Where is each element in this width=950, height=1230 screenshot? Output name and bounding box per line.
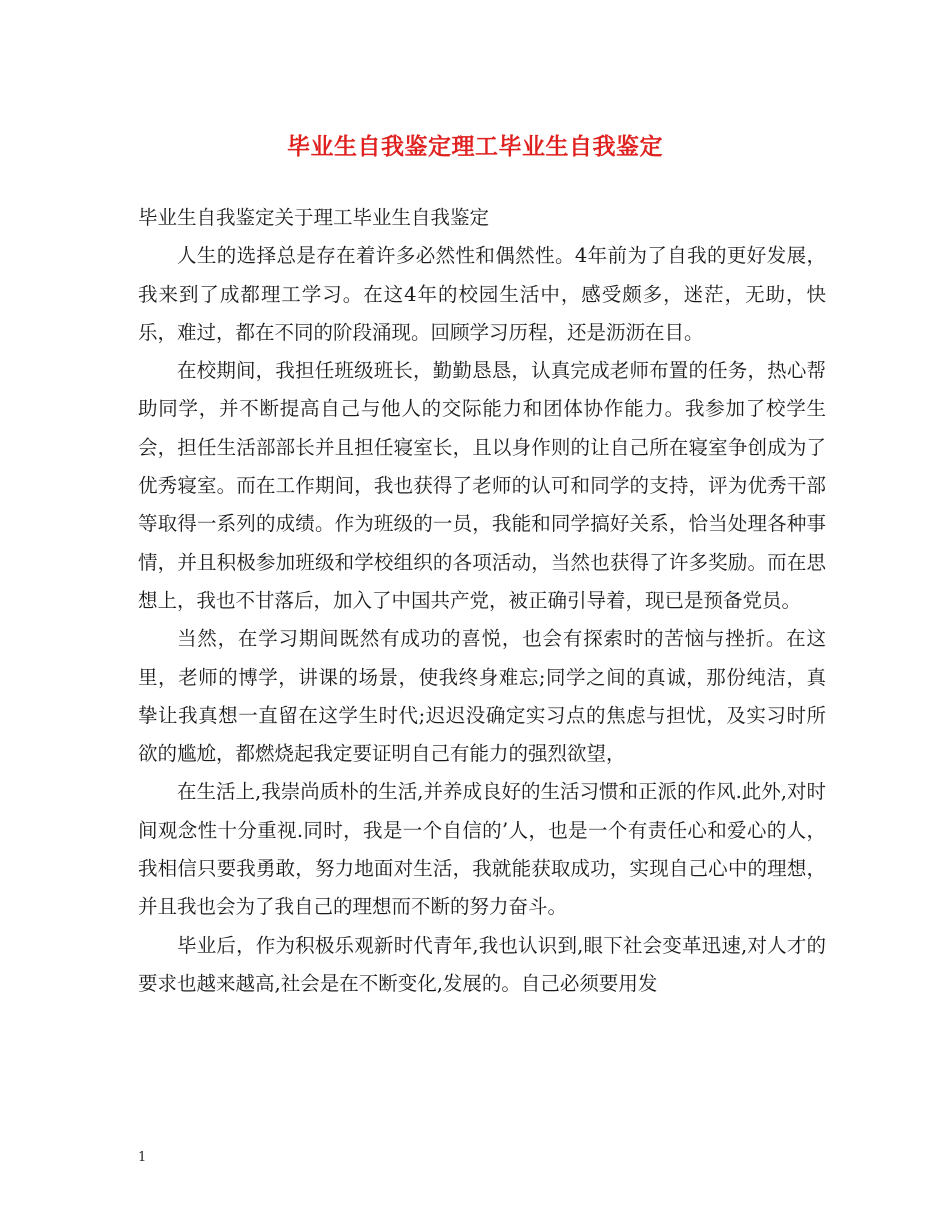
document-body — [138, 199, 826, 1003]
paragraph-1: 人生的选择总是存在着许多必然性和偶然性。4年前为了自我的更好发展，我来到了成都理工学习。在这4年的校园生活中，感受颇多，迷茫，无助，快乐，难过，都在不同的阶段涌现。回顾学习历程，还是沥沥在目。 — [138, 244, 826, 344]
paragraph-4: 在生活上,我崇尚质朴的生活,并养成良好的生活习惯和正派的作风.此外,对时间观念性十分重视.同时，我是一个自信的’人，也是一个有责任心和爱心的人，我相信只要我勇敢，努力地面对生活，我就能获取成功，实现自己心中的理想，并且我也会为了我自己的理想而不断的努力奋斗。 — [138, 780, 826, 919]
paragraph-3: 当然，在学习期间既然有成功的喜悦，也会有探索时的苦恼与挫折。在这里，老师的博学，讲课的场景，使我终身难忘;同学之间的真诚，那份纯洁，真挚让我真想一直留在这学生时代;迟迟没确定实习点的焦虑与担忧，及实习时所欲的尴尬，都燃烧起我定要证明自己有能力的强烈欲望， — [138, 627, 826, 766]
paragraph-5: 毕业后，作为积极乐观新时代青年,我也认识到,眼下社会变革迅速,对人才的要求也越来越高,社会是在不断变化,发展的。自己必须要用发 — [138, 933, 826, 995]
document-subtitle: 毕业生自我鉴定关于理工毕业生自我鉴定 — [138, 206, 490, 229]
page-title: 毕业生自我鉴定理工毕业生自我鉴定 — [287, 133, 663, 160]
page-number: 1 — [138, 1150, 147, 1165]
paragraph-2: 在校期间，我担任班级班长，勤勤恳恳，认真完成老师布置的任务，热心帮助同学，并不断提高自己与他人的交际能力和团体协作能力。我参加了校学生会，担任生活部部长并且担任寝室长，且以身作则的让自己所在寝室争创成为了优秀寝室。而在工作期间，我也获得了老师的认可和同学的支持，评为优秀干部等取得一系列的成绩。作为班级的一员，我能和同学搞好关系，恰当处理各种事情，并且积极参加班级和学校组织的各项活动，当然也获得了许多奖励。而在思想上，我也不甘落后，加入了中国共产党，被正确引导着，现已是预备党员。 — [138, 359, 826, 612]
